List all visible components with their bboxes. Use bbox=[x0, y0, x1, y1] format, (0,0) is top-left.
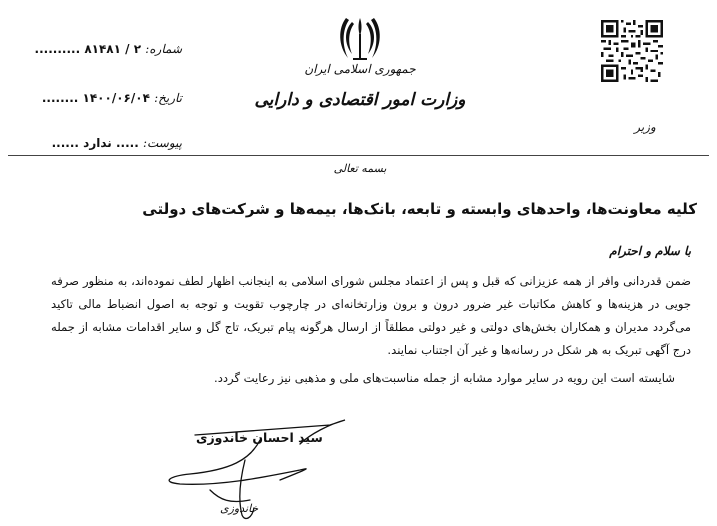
letter-date-value: ۱۴۰۰/۰۶/۰۴ bbox=[82, 91, 150, 105]
dotted-leader: ...... bbox=[51, 136, 79, 150]
dotted-leader: ..... bbox=[115, 136, 139, 150]
letter-date-label: تاریخ: bbox=[154, 91, 182, 105]
body-paragraph-1: ضمن قدردانی وافر از همه عزیزانی که قبل و پس از اعتماد مجلس شورای اسلامی به اینجانب اظهار لطف نموده‌اند، به منظور صرفه جویی در هزینه‌ها و کاهش مکاتبات غیر ضرور درون و برون وزارتخانه‌ای در چارچوب تقویت و توجه به اصول انضباط مالی تاکید می‌گردد مدیران و همکاران بخش‌های دولتی و غیر دولتی مطلقاً از ارسال هرگونه پیام تبریک، تاج گل و سایر اقدامات مشابه از جمله درج آگهی تبریک به هر شکل در رسانه‌ها و غیر آن اجتناب نمایند. bbox=[51, 274, 691, 357]
header-divider bbox=[8, 155, 709, 156]
body-paragraph-2: شایسته است این رویه در سایر موارد مشابه از جمله مناسبت‌های ملی و مذهبی نیز رعایت گردد. bbox=[214, 371, 675, 385]
signatory-name: سید احسان خاندوزی bbox=[196, 430, 323, 445]
minister-title: وزیر bbox=[634, 120, 656, 134]
letter-number-row bbox=[22, 42, 182, 56]
ministry-name: وزارت امور اقتصادی و دارایی bbox=[254, 90, 466, 110]
handwritten-signature-icon bbox=[150, 400, 350, 526]
country-name: جمهوری اسلامی ایران bbox=[304, 62, 416, 76]
dotted-leader: ........ bbox=[41, 91, 79, 105]
body-paragraph-2-wrap bbox=[51, 367, 691, 389]
letter-attachment-row bbox=[22, 136, 182, 150]
letter-attachment-label: پیوست: bbox=[142, 136, 182, 150]
greeting: با سلام و احترام bbox=[609, 244, 691, 258]
letter-number-value: ۲ / ۸۱۴۸۱ bbox=[84, 42, 142, 56]
basmala: بسمه تعالی bbox=[333, 162, 387, 175]
signature-scribble: خاندوزی bbox=[220, 502, 259, 515]
letter-number-label: شماره: bbox=[145, 42, 182, 56]
letter-attachment-value: ندارد bbox=[83, 136, 112, 150]
dotted-leader: .......... bbox=[34, 42, 81, 56]
letter-date-row bbox=[22, 91, 182, 105]
iran-emblem-icon bbox=[338, 14, 382, 64]
recipients-line: کلیه معاونت‌ها، واحدهای وابسته و تابعه، بانک‌ها، بیمه‌ها و شرکت‌های دولتی bbox=[142, 200, 697, 218]
qr-code-icon bbox=[601, 20, 663, 82]
